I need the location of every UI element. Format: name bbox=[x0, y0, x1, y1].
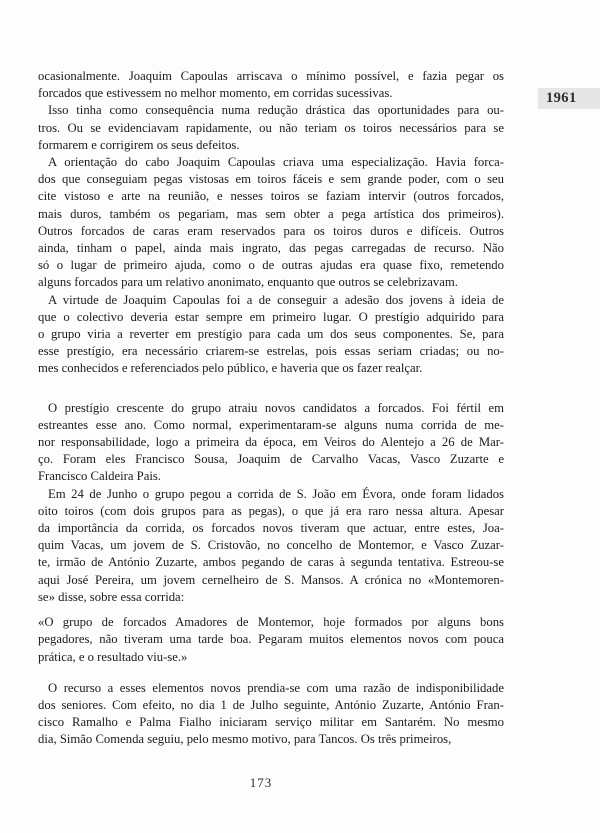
text-line: se» disse, sobre essa corrida: bbox=[38, 589, 185, 604]
text-line: que o colectivo deveria estar sempre em primeiro lugar. O prestígio adquirido para bbox=[38, 309, 504, 324]
text-line: o grupo viria a reverter em prestígio para cada um dos seus componentes. Se, para bbox=[38, 327, 504, 342]
text-line: «O grupo de forcados Amadores de Montemor, hoje formados por alguns bons bbox=[38, 615, 504, 630]
paragraph bbox=[38, 102, 504, 154]
text-line: só o lugar de primeiro ajuda, como o de outras ajudas era quase fixo, remetendo bbox=[38, 258, 504, 273]
text-line: formarem e corrigirem os seus defeitos. bbox=[38, 137, 240, 152]
paragraph bbox=[38, 68, 504, 102]
quote-paragraph bbox=[38, 614, 504, 666]
text-line: A orientação do cabo Joaquim Capoulas criava uma especialização. Havia forca- bbox=[48, 155, 504, 170]
text-line: esse prestígio, era necessário criarem-se estrelas, pois essas seriam criadas; ou no- bbox=[38, 344, 504, 359]
text-line: te, irmão de António Zuzarte, ambos pegando de caras à segunda tentativa. Estreou-se bbox=[38, 555, 504, 570]
text-line: estreantes esse ano. Como normal, experimentaram-se alguns numa corrida de me- bbox=[38, 417, 504, 432]
text-line: cite vistoso e arte na reunião, e nesses toiros se faziam intervir (outros forcados, bbox=[38, 189, 504, 204]
page-number: 173 bbox=[249, 775, 273, 790]
text-line: Francisco Caldeira Pais. bbox=[38, 469, 161, 484]
paragraph bbox=[38, 154, 504, 292]
text-line: O prestígio crescente do grupo atraiu novos candidatos a forcados. Foi fértil em bbox=[48, 400, 504, 415]
text-line: dos seniores. Com efeito, no dia 1 de Julho seguinte, António Zuzarte, António Fran- bbox=[38, 697, 504, 712]
text-line: pegadores, não tiveram uma tarde boa. Pegaram muitos elementos novos com pouca bbox=[38, 632, 504, 647]
text-line: Outros forcados de caras eram reservados para os toiros duros e difíceis. Outros bbox=[38, 223, 504, 238]
text-line: cisco Ramalho e Palma Fialho iniciaram serviço militar em Santarém. No mesmo bbox=[38, 715, 504, 730]
paragraph bbox=[38, 400, 504, 486]
text-line: aqui José Pereira, um jovem cernelheiro de S. Mansos. A crónica no «Montemoren- bbox=[38, 572, 504, 587]
text-line: ocasionalmente. Joaquim Capoulas arriscava o mínimo possível, e fazia pegar os bbox=[38, 69, 504, 83]
text-line: A virtude de Joaquim Capoulas foi a de conseguir a adesão dos jovens à ideia de bbox=[48, 292, 504, 307]
text-line: nor responsabilidade, logo a primeira da época, em Veiros do Alentejo a 26 de Mar- bbox=[38, 435, 504, 450]
text-line: ço. Foram eles Francisco Sousa, Joaquim de Carvalho Vacas, Vasco Zuzarte e bbox=[38, 452, 504, 467]
text-line: tros. Ou se evidenciavam rapidamente, ou não teriam os toiros necessários para se bbox=[38, 120, 504, 135]
text-line: O recurso a esses elementos novos prendia-se com uma razão de indisponibilidade bbox=[48, 680, 504, 695]
text-line: prática, e o resultado viu-se.» bbox=[38, 649, 188, 664]
text-line: quim Vacas, um jovem de S. Cristovão, no concelho de Montemor, e Vasco Zuzar- bbox=[38, 538, 504, 553]
year-marker-band bbox=[538, 88, 600, 109]
text-line: forcados que estivessem no melhor momento, em corridas sucessivas. bbox=[38, 86, 393, 101]
year-marker-label: 1961 bbox=[546, 90, 577, 106]
paragraph bbox=[38, 486, 504, 606]
text-line: dia, Simão Comenda seguiu, pelo mesmo motivo, para Tancos. Os três primeiros, bbox=[38, 732, 452, 747]
text-line: ainda, tinham o papel, ainda mais ingrato, das pegas carregadas de recurso. Não bbox=[38, 241, 504, 256]
text-line: oito toiros (com dois grupos para as pegas), o que já era raro nessa altura. Apesar bbox=[38, 503, 504, 518]
text-line: mes conhecidos e referenciados pelo público, e haveria que os fazer realçar. bbox=[38, 361, 423, 376]
text-line: mais duros, também os pegariam, mas sem obter a pega artística dos primeiros). bbox=[38, 206, 504, 221]
text-block bbox=[38, 68, 504, 749]
paragraph bbox=[38, 292, 504, 378]
text-line: da importância da corrida, os forcados novos tiveram que actuar, entre estes, Joa- bbox=[38, 521, 504, 536]
text-line: Isso tinha como consequência numa redução drástica das oportunidades para ou- bbox=[48, 103, 504, 118]
paragraph bbox=[38, 680, 504, 749]
text-line: Em 24 de Junho o grupo pegou a corrida de S. João em Évora, onde foram lidados bbox=[48, 486, 504, 501]
text-line: alguns forcados para um relativo anonimato, enquanto que outros se celebrizavam. bbox=[38, 275, 458, 290]
text-line: dos que conseguiam pegas vistosas em toiros fáceis e sem grande poder, com o seu bbox=[38, 172, 504, 187]
